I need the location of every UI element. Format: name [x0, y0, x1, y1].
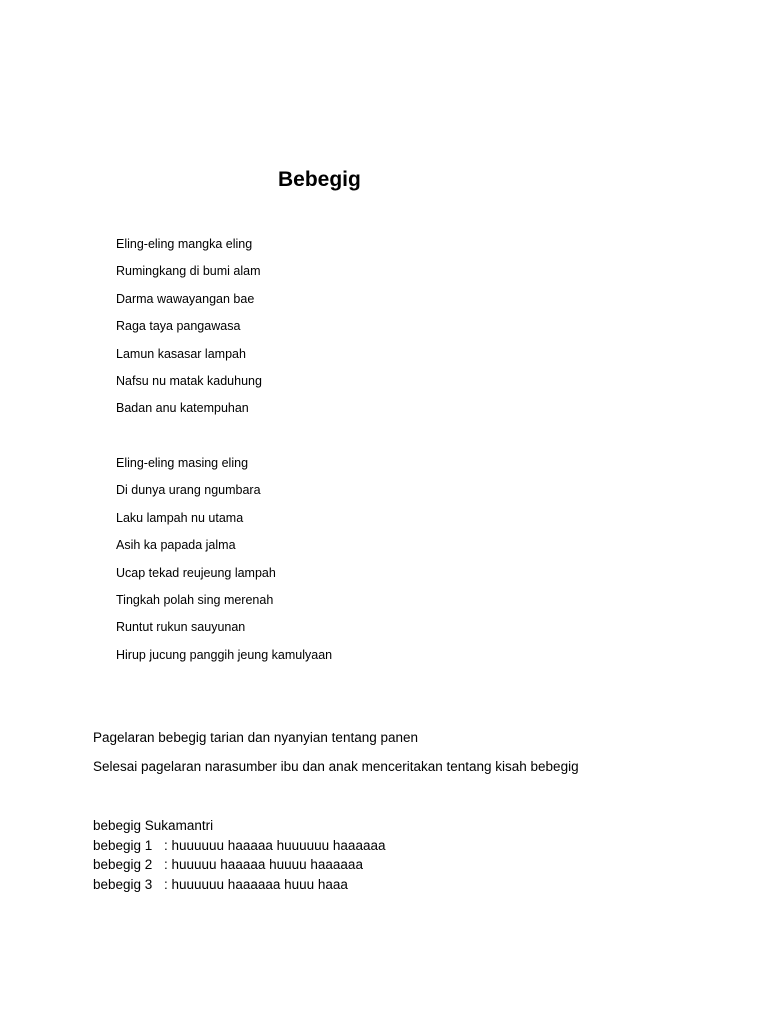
poem-line: Di dunya urang ngumbara — [116, 483, 261, 498]
poem-line: Tingkah polah sing merenah — [116, 592, 274, 607]
poem-line: Darma wawayangan bae — [116, 291, 255, 306]
poem-line: Lamun kasasar lampah — [116, 346, 246, 361]
dialogue-text: : huuuuu haaaaa huuuu haaaaaa — [164, 857, 363, 873]
speaker-label: bebegig 2 — [93, 857, 153, 873]
dialogue-block — [93, 816, 385, 895]
dialogue-line — [93, 875, 385, 895]
poem-stanza-2 — [116, 455, 332, 674]
poem-line: Eling-eling masing eling — [116, 456, 249, 470]
dialogue-line — [93, 836, 385, 856]
poem-stanza-1 — [116, 236, 262, 428]
poem-line: Eling-eling mangka eling — [116, 237, 253, 251]
poem-line: Asih ka papada jalma — [116, 538, 236, 553]
dialogue-line — [93, 855, 385, 875]
speaker-label: bebegig 1 — [93, 837, 153, 853]
paragraph-story: Selesai pagelaran narasumber ibu dan anak menceritakan tentang kisah bebegig — [93, 759, 579, 774]
poem-line: Hirup jucung panggih jeung kamulyaan — [116, 647, 333, 662]
document-title: Bebegig — [278, 168, 361, 191]
poem-line: Rumingkang di bumi alam — [116, 264, 261, 279]
poem-line: Ucap tekad reujeung lampah — [116, 565, 276, 580]
poem-line: Raga taya pangawasa — [116, 319, 241, 334]
poem-line: Runtut rukun sauyunan — [116, 620, 246, 635]
dialogue-text: : huuuuuu haaaaa huuuuuu haaaaaa — [164, 837, 386, 853]
poem-line: Laku lampah nu utama — [116, 510, 244, 525]
speaker-label: bebegig 3 — [93, 877, 153, 893]
dialogue-text: : huuuuuu haaaaaa huuu haaa — [164, 877, 348, 893]
poem-line: Badan anu katempuhan — [116, 401, 249, 416]
paragraph-performance: Pagelaran bebegig tarian dan nyanyian tentang panen — [93, 730, 419, 745]
dialogue-heading: bebegig Sukamantri — [93, 818, 214, 833]
poem-line: Nafsu nu matak kaduhung — [116, 373, 262, 388]
